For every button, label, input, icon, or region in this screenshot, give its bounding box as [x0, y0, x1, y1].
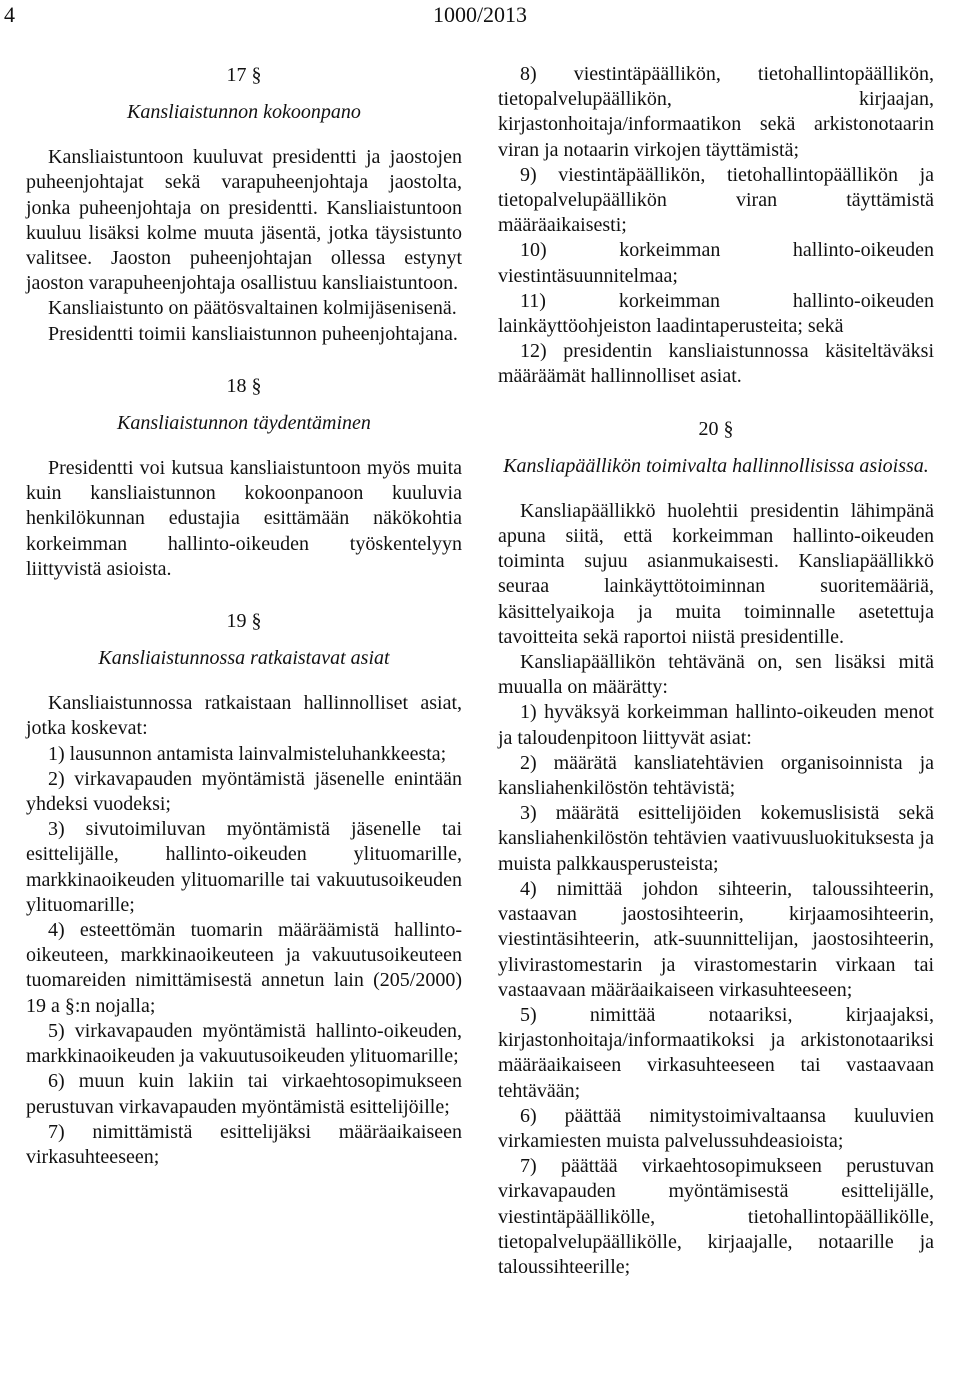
section-number: 18 §	[226, 374, 262, 397]
list-item: 7) nimittämistä esittelijäksi määräaikaiseen virkasuhteeseen;	[26, 1120, 462, 1168]
list-item: 1) hyväksyä korkeimman hallinto-oikeuden menot ja taloudenpitoon liittyvät asiat:	[498, 701, 934, 749]
section-title: Kansliapäällikön toimivalta hallinnollisissa asioissa.	[503, 454, 929, 477]
list-item: 5) virkavapauden myöntämistä hallinto-oikeuden, markkinaoikeuden ja vakuutusoikeuden ylituomarille;	[26, 1019, 462, 1068]
list-item: 12) presidentin kansliaistunnossa käsiteltäväksi määräämät hallinnolliset asiat.	[498, 340, 934, 388]
section-20	[498, 414, 934, 1281]
list-item: 7) päättää virkaehtosopimukseen perustuvan virkavapauden myöntämisestä esittelijälle, viestintäpäällikölle, tietohallintopäällikölle, tietopalvelupäällikölle, kirjaajalle, notaarille ja taloussihteerille;	[498, 1155, 934, 1278]
section-number: 20 §	[698, 417, 734, 440]
section-19	[26, 606, 462, 1170]
section-title: Kansliaistunnon täydentäminen	[117, 411, 371, 434]
section-title: Kansliaistunnossa ratkaistavat asiat	[98, 647, 390, 670]
section-18	[26, 371, 462, 582]
section-19-continued	[498, 62, 934, 390]
paragraph: Kansliaistunto on päätösvaltainen kolmijäsenisenä.	[48, 297, 457, 320]
paragraph: Kansliaistuntoon kuuluvat presidentti ja jaostojen puheenjohtajat sekä varapuheenjohtaja jaostolta, jonka puheenjohtaja on presidentti. Kansliaistuntoon kuuluu lisäksi kolme muuta jäsentä, jotka täysistunto valitsee. Jaoston puheenjohtajan ollessa estynyt jaoston varapuheenjohtaja osallistuu kansliaistuntoon.	[26, 146, 462, 295]
list-item: 9) viestintäpäällikön, tietohallintopäällikön ja tietopalvelupäällikön viran täyttämistä määräaikaisesti;	[498, 163, 934, 237]
list-item: 6) muun kuin lakiin tai virkaehtosopimukseen perustuvan virkavapauden myöntämistä esittelijöille;	[26, 1070, 462, 1118]
paragraph: Presidentti voi kutsua kansliaistuntoon myös muita kuin kansliaistunnon kokoonpanoon kuuluvia henkilökunnan edustajia esittämään näkökohtia korkeimman hallinto-oikeuden työskentelyyn liittyvistä asioista.	[26, 457, 462, 580]
paragraph: Kansliapäällikön tehtävänä on, sen lisäksi mitä muualla on määrätty:	[498, 651, 934, 699]
right-column	[498, 62, 934, 1280]
paragraph: Presidentti toimii kansliaistunnon puheenjohtajana.	[48, 322, 458, 345]
list-item: 11) korkeimman hallinto-oikeuden lainkäyttöohjeiston laadintaperusteita; sekä	[498, 289, 934, 338]
list-item: 4) nimittää johdon sihteerin, taloussihteerin, vastaavan jaostosihteerin, kirjaamosihteerin, viestintäsihteerin, atk-suunnittelijan, jaostosihteerin, ylivirastomestarin ja virastomestarin virkaan tai vastaavaan määräaikaiseen virkasuhteeseen;	[498, 877, 934, 1001]
section-title: Kansliaistunnon kokoonpano	[127, 101, 361, 123]
list-item: 2) virkavapauden myöntämistä jäsenelle enintään yhdeksi vuodeksi;	[26, 767, 462, 816]
list-item: 2) määrätä kansliatehtävien organisoinnista ja kansliahenkilöstön tehtävistä;	[498, 751, 934, 800]
left-column	[26, 58, 462, 1170]
list-item: 1) lausunnon antamista lainvalmisteluhankkeesta;	[48, 742, 447, 765]
section-number: 19 §	[226, 610, 262, 633]
section-17	[26, 60, 462, 347]
section-number: 17 §	[226, 64, 262, 86]
list-item: 8) viestintäpäällikön, tietohallintopäällikön, tietopalvelupäällikön, kirjaajan, kirjastonhoitaja/informaatikon sekä arkistonotaarin viran ja notaarin virkojen täyttämistä;	[498, 63, 934, 161]
list-item: 6) päättää nimitystoimivaltaansa kuuluvien virkamiesten muista palvelussuhdeasioista;	[498, 1104, 934, 1152]
paragraph: Kansliaistunnossa ratkaistaan hallinnolliset asiat, jotka koskevat:	[26, 692, 462, 740]
document-reference: 1000/2013	[432, 2, 528, 27]
list-item: 3) määrätä esittelijöiden kokemuslisistä sekä kansliahenkilöstön tehtävien vaativuusluokituksesta ja muista palkkausperusteista;	[498, 802, 934, 875]
list-item: 10) korkeimman hallinto-oikeuden viestintäsuunnitelmaa;	[498, 239, 934, 287]
list-item: 3) sivutoimiluvan myöntämistä jäsenelle tai esittelijälle, hallinto-oikeuden ylituomarille, markkinaoikeuden ylituomarille tai vakuutusoikeuden ylituomarille;	[26, 818, 462, 916]
list-item: 4) esteettömän tuomarin määräämistä hallinto-oikeuteen, markkinaoikeuteen ja vakuutusoikeuteen tuomareiden nimittämisestä annetun lain (205/2000) 19 a §:n nojalla;	[26, 919, 462, 1017]
page-header	[0, 0, 960, 34]
paragraph: Kansliapäällikkö huolehtii presidentin lähimpänä apuna siitä, että korkeimman hallinto-oikeuden toiminta sujuu asianmukaisesti. Kansliapäällikkö seuraa lainkäyttötoiminnan suoritemääriä, käsittelyaikoja ja muita toiminnalle asetettuja tavoitteita sekä raportoi niistä presidentille.	[498, 499, 934, 648]
list-item: 5) nimittää notaariksi, kirjaajaksi, kirjastonhoitaja/informaatikoksi ja arkistonotaariksi määräaikaiseen virkasuhteeseen tai vastaavaan tehtävään;	[498, 1003, 934, 1102]
page-number: 4	[4, 2, 15, 27]
